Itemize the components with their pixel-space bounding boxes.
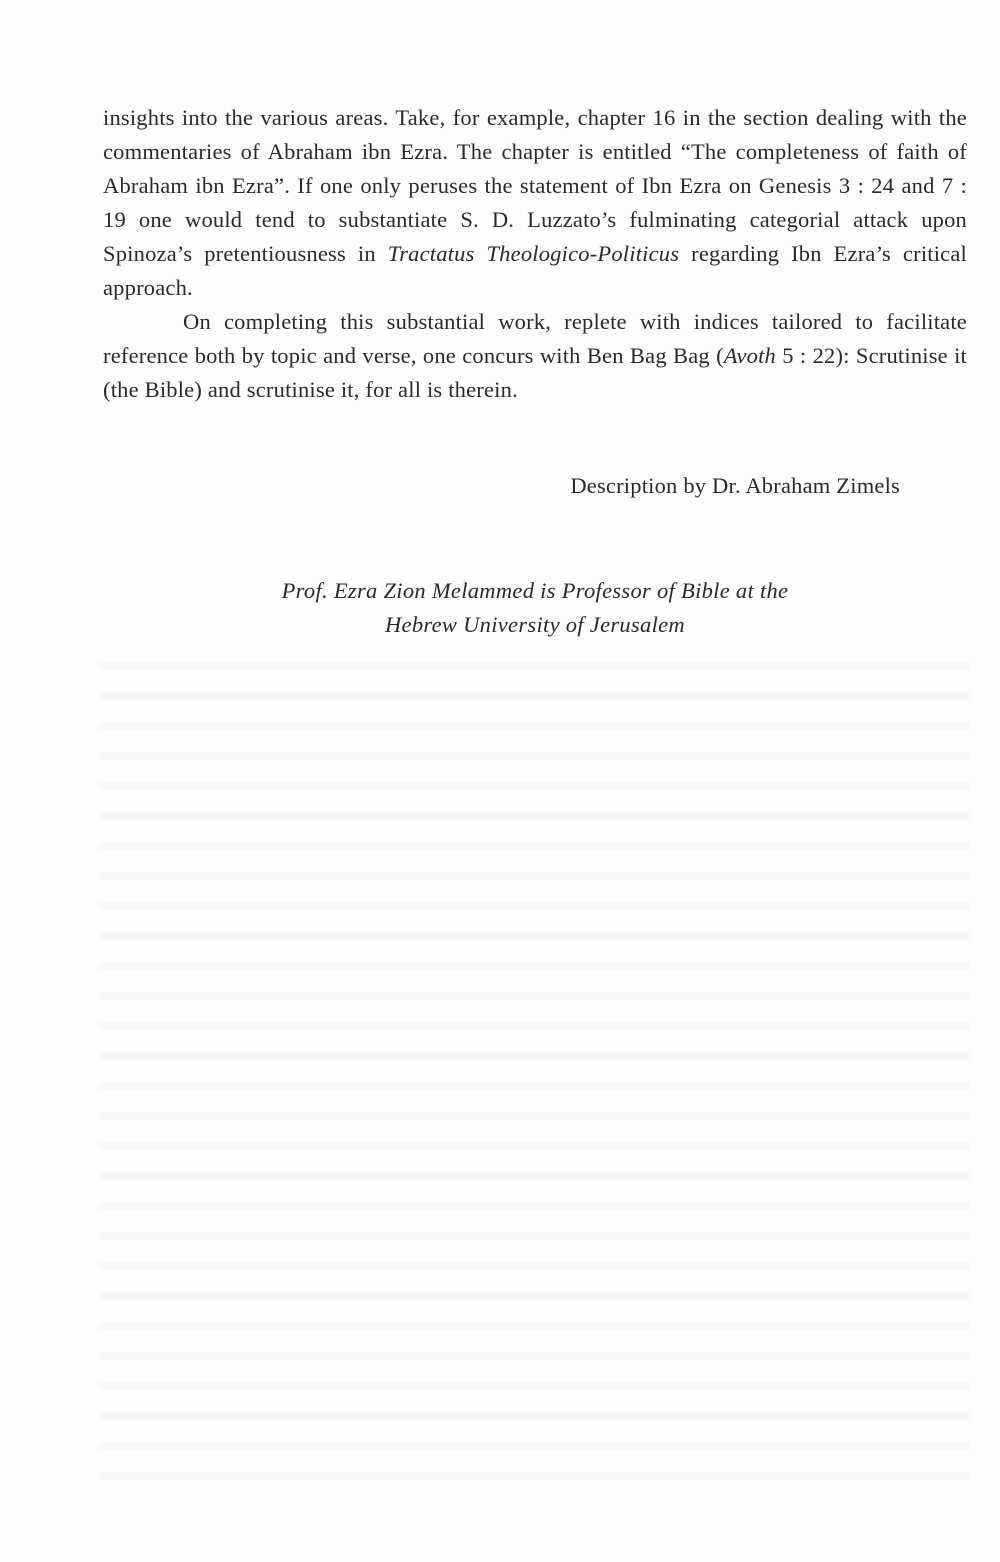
paragraph-1-text: insights into the various areas. Take, for example, chapter 16 in the section dealing with the commentaries of Abraham ibn Ezra. The chapter is entitled “The completeness of faith of Abraham ibn Ezra”. If one only peruses the statement of Ibn Ezra on Genesis 3 : 24 and 7 : 19 one would tend to substantiate S. D. Luzzato’s fulminating categorial attack upon Spinoza’s pretentiousness in	[103, 105, 967, 266]
body-text	[103, 101, 967, 407]
show-through-background	[100, 640, 970, 1500]
paragraph-2-text: On completing this substantial work, replete with indices tailored to facilitate reference both by topic and verse, one concurs with Ben Bag Bag (	[103, 309, 967, 368]
paragraph-2	[103, 305, 967, 407]
work-title-avoth: Avoth	[723, 343, 777, 368]
paragraph-1-text-end: regarding Ibn Ezra’s critical approach.	[103, 241, 967, 300]
paragraph-1	[103, 101, 967, 305]
author-note-line-1: Prof. Ezra Zion Melammed is Professor of Bible at the	[281, 578, 789, 603]
author-note-line-2: Hebrew University of Jerusalem	[385, 612, 685, 637]
author-note	[103, 574, 967, 642]
signature-line: Description by Dr. Abraham Zimels	[570, 473, 900, 498]
work-title-tractatus: Tractatus Theologico-Politicus	[387, 241, 680, 266]
paragraph-2-text-end: 5 : 22): Scrutinise it (the Bible) and scrutinise it, for all is therein.	[103, 343, 967, 402]
